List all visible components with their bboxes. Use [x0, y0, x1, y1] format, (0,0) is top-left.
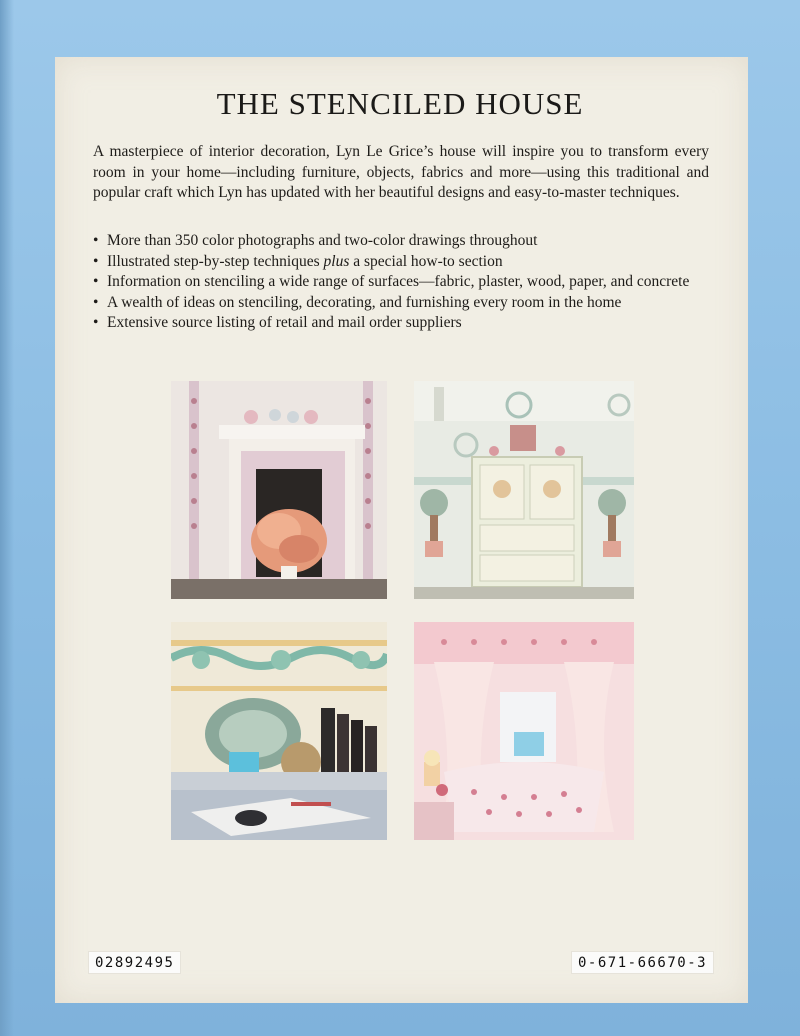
feature-text: More than 350 color photographs and two-color drawings throughout [107, 232, 538, 249]
stenciled-wall-frieze-photo [171, 622, 387, 840]
feature-item [93, 272, 709, 293]
feature-text: Illustrated step-by-step techniques plus a special how-to section [107, 252, 503, 270]
feature-text: A wealth of ideas on stenciling, decorating, and furnishing every room in the home [107, 293, 622, 311]
cover-edge [0, 0, 14, 1036]
book-description: A masterpiece of interior decoration, Lyn Le Grice’s house will inspire you to transform every room in your home—including furniture, objects, fabrics and more—using this traditional and popular craft which Lyn has updated with her beautiful designs and easy-to-master techniques. [93, 143, 709, 201]
bullet-icon: • [93, 273, 99, 290]
isbn-label: 0-671-66670-3 [571, 951, 714, 974]
feature-item [93, 252, 709, 273]
feature-item [93, 293, 709, 314]
stenciled-fireplace-photo [171, 381, 387, 599]
bullet-icon: • [93, 293, 99, 311]
bullet-icon: • [93, 232, 99, 249]
bullet-icon: • [93, 252, 99, 270]
bullet-icon: • [93, 314, 99, 331]
inventory-code-label: 02892495 [88, 951, 181, 974]
feature-list [93, 231, 709, 334]
feature-item [93, 231, 709, 252]
feature-text: Information on stenciling a wide range of surfaces—fabric, plaster, wood, paper, and concrete [107, 273, 690, 290]
book-title: THE STENCILED HOUSE [216, 86, 584, 121]
stenciled-cabinet-photo [414, 381, 634, 599]
feature-text: Extensive source listing of retail and mail order suppliers [107, 314, 462, 331]
canopy-bed-photo [414, 622, 634, 840]
feature-item [93, 313, 709, 334]
